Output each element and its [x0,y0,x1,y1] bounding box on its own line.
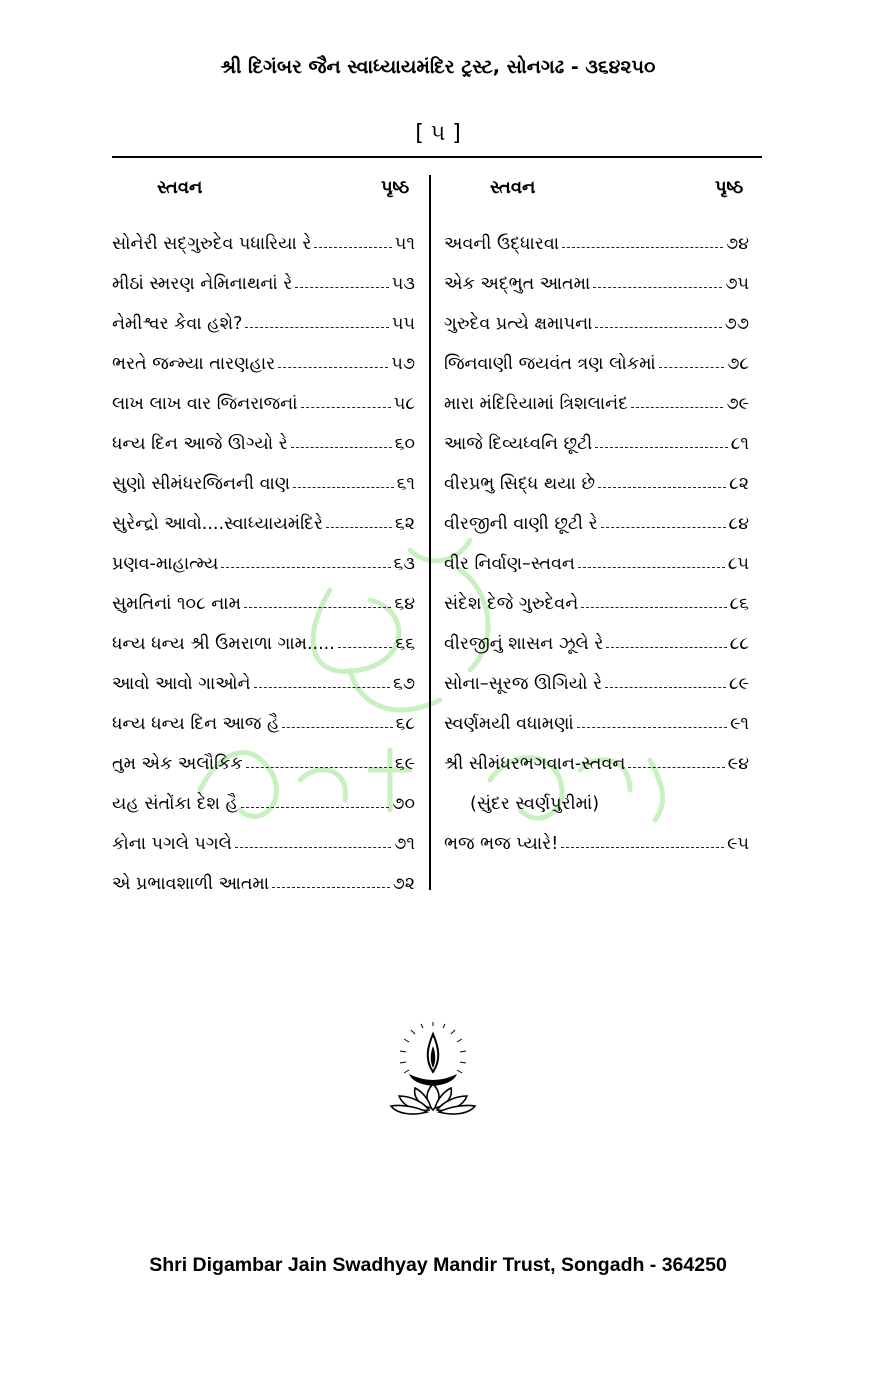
toc-entry [112,462,415,494]
toc-leader [241,807,389,808]
toc-page: ૫૮ [393,394,415,414]
toc-leader [291,447,392,448]
toc-leader [246,767,392,768]
toc-entry [112,262,415,294]
toc-title: લાખ લાખ વાર જિનરાજનાં [112,394,298,414]
toc-page: ૫૧ [394,234,415,254]
toc-page: ૮૪ [728,514,749,534]
toc-title: ધન્ય ધન્ય દિન આજ હૈ [112,714,280,734]
toc-leader [244,607,391,608]
toc-page: ૯૪ [727,754,749,774]
toc-title: (સુંદર સ્વર્ણપુરીમાં) [470,794,600,814]
toc-leader [598,487,726,488]
toc-entry [444,502,749,534]
toc-title: નેમીશ્વર કેવા હશે? [112,314,243,334]
toc-entry [112,222,415,254]
toc-entry [112,782,415,814]
toc-page: ૮૫ [727,554,749,574]
toc-title: પ્રણવ-માહાત્મ્ય [112,554,219,574]
toc-entry [444,342,749,374]
toc-leader [561,847,724,848]
toc-page: ૬૪ [394,594,415,614]
toc-entry [444,822,749,854]
toc-title: જિનવાણી જયવંત ત્રણ લોકમાં [444,354,656,374]
toc-page: ૫૩ [391,274,415,294]
toc-entry [444,382,749,414]
toc-title: એ પ્રભાવશાળી આતમા [112,874,270,894]
toc-page: ૬૨ [394,514,415,534]
toc-leader [631,407,723,408]
toc-page: ૭૯ [726,394,749,414]
toc-title: સોના–સૂરજ ઊગિયો રે [444,674,603,694]
toc-page: ૬૬ [395,634,415,654]
toc-leader [295,287,389,288]
toc-title: યહ સંતોંકા દેશ હૈ [112,794,238,814]
toc-leader [301,407,391,408]
toc-title: સુમતિનાં ૧૦૮ નામ [112,594,241,614]
toc-leader [577,727,727,728]
toc-page: ૮૧ [730,434,749,454]
toc-leader [221,567,390,568]
toc-entry [112,822,415,854]
column-divider [429,175,431,890]
toc-title: મારા મંદિરિયામાં ત્રિશલાનંદ [444,394,629,414]
page-number: [ ૫ ] [415,121,461,146]
toc-title: આજે દિવ્યધ્વનિ છૂટી [444,434,593,454]
toc-entry [444,702,749,734]
toc-entry-subtitle [470,782,750,814]
toc-title: શ્રી સીમંધરભગવાન-સ્તવન [444,754,626,774]
right-col-title-header: સ્તવન [490,177,536,198]
toc-leader [272,887,389,888]
toc-leader [314,247,392,248]
toc-leader [235,847,391,848]
toc-title: વીરજીની વાણી છૂટી રે [444,514,598,534]
toc-leader [278,367,388,368]
toc-entry [112,862,415,894]
toc-page: ૬૩ [393,554,415,574]
toc-entry [444,222,749,254]
toc-title: સુણો સીમંધરજિનની વાણ [112,474,291,494]
toc-leader [338,647,393,648]
toc-entry [112,622,415,654]
toc-page: ૫૫ [392,314,415,334]
diya-lamp-icon [387,1022,479,1118]
toc-entry [112,742,415,774]
toc-title: કોના પગલે પગલે [112,834,232,854]
toc-leader [595,327,721,328]
toc-entry [112,582,415,614]
toc-page: ૭૨ [392,874,415,894]
toc-leader [595,447,728,448]
toc-page: ૬૯ [394,754,415,774]
toc-leader [601,527,726,528]
toc-title: સોનેરી સદ્ગુરુદેવ પધારિયા રે [112,234,312,254]
toc-entry [444,742,749,774]
toc-leader [326,527,392,528]
toc-entry [112,502,415,534]
toc-entry [112,422,415,454]
toc-entry [444,542,749,574]
toc-page: ૮૬ [729,594,749,614]
toc-entry [444,582,749,614]
toc-leader [245,327,389,328]
toc-leader [593,287,722,288]
toc-entry [444,262,749,294]
page-footer-text: Shri Digambar Jain Swadhyay Mandir Trust, Songadh - 364250 [149,1254,727,1276]
toc-title: ભરતે જન્મ્યા તારણહાર [112,354,276,374]
toc-title: ધન્ય ધન્ય શ્રી ઉમરાળા ગામ..... [112,634,335,654]
toc-leader [562,247,723,248]
page-header-title: શ્રી દિગંબર જૈન સ્વાધ્યાયમંદિર ટ્રસ્ટ, સોનગઢ - ૩૬૪૨૫૦ [220,56,656,78]
toc-leader [254,687,390,688]
toc-title: તુમ એક અલૌકિક [112,754,243,774]
toc-leader [581,607,726,608]
toc-title: સ્વર્ણમયી વધામણાં [444,714,574,734]
toc-title: વીરપ્રભુ સિદ્ધ થયા છે [444,474,595,494]
toc-entry [444,422,749,454]
toc-title: વીરજીનું શાસન ઝૂલે રે [444,634,604,654]
toc-page: ૭૮ [727,354,749,374]
toc-page: ૬૧ [396,474,415,494]
right-col-page-header: પૃષ્ઠ [715,177,744,198]
toc-page: ૮૮ [729,634,749,654]
toc-leader [282,727,392,728]
toc-title: આવો આવો ગાઓને [112,674,251,694]
toc-title: વીર નિર્વાણ–સ્તવન [444,554,575,574]
toc-leader [659,367,724,368]
left-col-title-header: સ્તવન [157,177,203,198]
header-rule [112,156,762,158]
toc-page: ૮૯ [729,674,749,694]
toc-leader [293,487,394,488]
toc-page: ૭૫ [725,274,749,294]
toc-title: ભજ ભજ પ્યારે! [444,834,559,854]
toc-entry [112,702,415,734]
toc-page: ૬૮ [395,714,415,734]
toc-page: ૭૪ [725,234,749,254]
toc-page: ૭૧ [394,834,415,854]
toc-page: ૯૫ [727,834,749,854]
left-col-page-header: પૃષ્ઠ [381,177,410,198]
toc-page: ૮૨ [729,474,749,494]
toc-title: ગુરુદેવ પ્રત્યે ક્ષમાપના [444,314,593,334]
toc-entry [444,622,749,654]
toc-title: ધન્ય દિન આજે ઊગ્યો રે [112,434,288,454]
toc-entry [112,342,415,374]
toc-page: ૬૦ [394,434,415,454]
toc-entry [444,302,749,334]
toc-entry [112,662,415,694]
toc-page: ૭૦ [392,794,415,814]
toc-entry [444,662,749,694]
toc-entry [112,382,415,414]
toc-title: સંદેશ દેજે ગુરુદેવને [444,594,579,614]
toc-page: ૫૭ [391,354,415,374]
toc-title: એક અદ્ભુત આતમા [444,274,591,294]
toc-title: સુરેન્દ્રો આવો....સ્વાધ્યાયમંદિરે [112,514,323,534]
toc-title: અવની ઉદ્ધારવા [444,234,560,254]
toc-entry [112,302,415,334]
toc-entry [112,542,415,574]
toc-leader [628,767,724,768]
toc-entry [444,462,749,494]
toc-page: ૭૭ [724,314,749,334]
toc-title: મીઠાં સ્મરણ નેમિનાથનાં રે [112,274,293,294]
toc-leader [606,647,726,648]
toc-page: ૬૭ [393,674,415,694]
toc-page: ૯૧ [730,714,749,734]
toc-leader [605,687,726,688]
toc-leader [578,567,725,568]
